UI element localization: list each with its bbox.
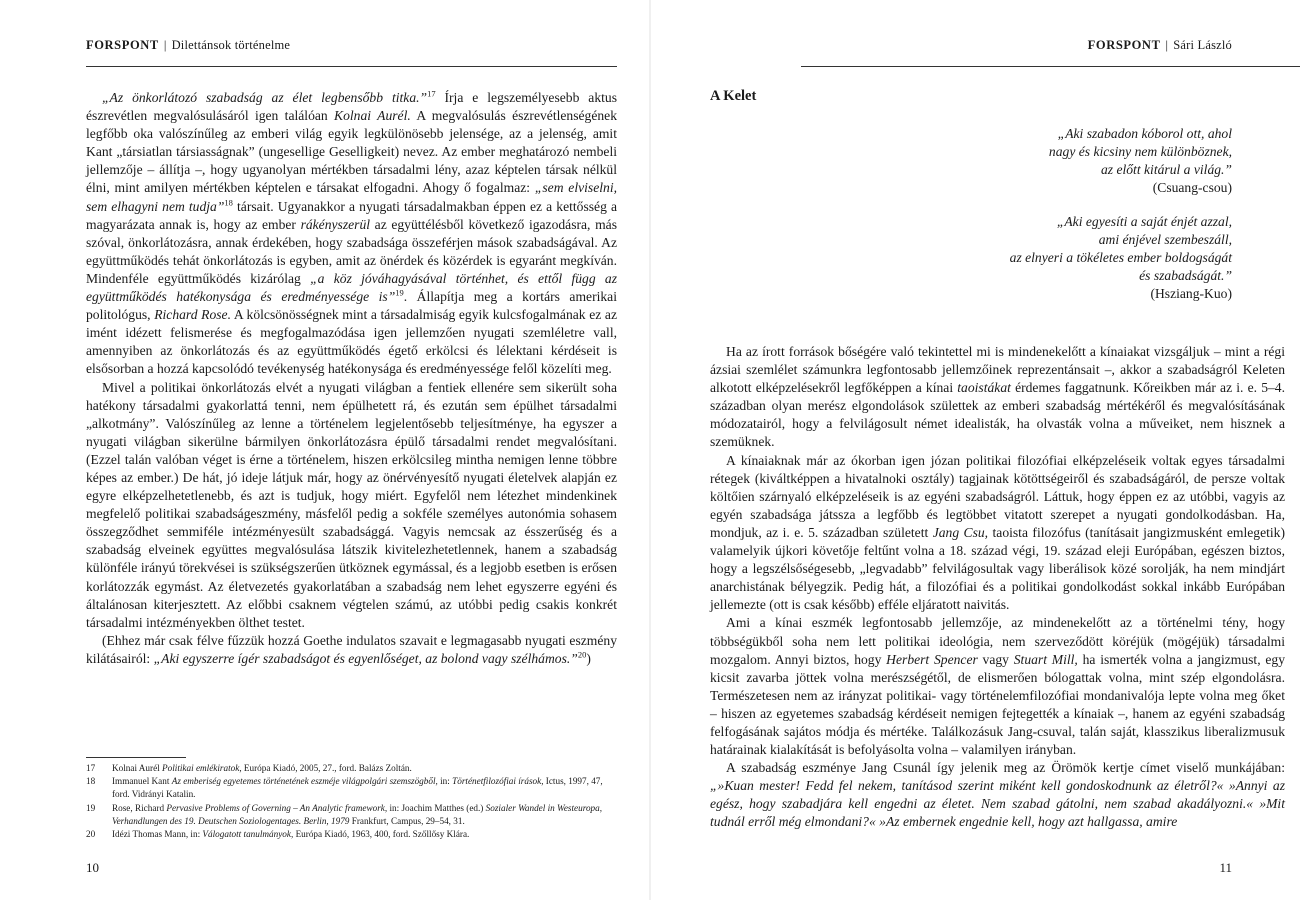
text-run: érdemes faggatnunk. Kőreikben már az i. e. 5–4. században olyan merész elgondolások születtek az emberi szabadság mértékéről és megvalósításának módozatairól, hogy a felvilágosult német idealisták, ha olvasták volna a műveiket, nem hisznek a szemüknek. [710, 380, 1286, 450]
text-run: vagy [977, 651, 1014, 667]
text-run: társait. Ugyanakkor a nyugati társadalmakban éppen ez a kettősség a magyarázata annak is, hogy az ember [86, 198, 617, 232]
left-paragraph-1 [86, 89, 617, 379]
header-rule [86, 66, 617, 67]
text-run: Európa Kiadó, 2005, 27., ford. Balázs Zoltán. [241, 763, 412, 773]
right-paragraph-2 [710, 452, 1285, 615]
italic-run: „a köz jóváhagyásával történhet, és ettől függ az együttműködés hatékonysága és eredményessége is” [86, 270, 617, 305]
author-name: Sári László [1173, 38, 1232, 52]
italic-run: Pervasive Problems of Governing – An Analytic framework, [166, 802, 388, 813]
footnote [86, 802, 617, 828]
text-run: Kolnai Aurél [112, 763, 163, 773]
italic-run: „Aki egyszerre ígér szabadságot és egyenlőséget, az bolond vagy szélhámos.” [153, 650, 578, 666]
article-title: Dilettánsok történelme [171, 38, 291, 52]
footnote-number: 20 [86, 829, 96, 840]
text-run: Mivel a politikai önkorlátozás elvét a nyugati világban a fentiek ellenére sem sikerült soha hatékony társadalmi gyakorlattá tenni, nem épülhetett rá, és ezután sem épülhet társadalmi „alkotmány”. Valószínűleg az lenne a történelem legjelentősebb teljesítménye, ha egyszer a nyugati világban sikerülne bármilyen önkorlátozásra épülő társadalmi rendet megvalósítani. (Ezzel talán valóban véget is érne a történelem, hiszen erkölcsileg mintha nemigen lenne többre képes az ember.) De hát, jó ideje látjuk már, hogy az önérvényesítő nyugati életelvek alapján ez egyre elképzelhetetlenebb, és azt is tudjuk, hogy miért. Egyfelől nem létezhet mindenkinek megfelelő politikai szabadságeszmény, másfelől pedig a sokféle személyes autonómia sohasem összegződhet semmiféle intézményesült szabadsággá. Vagyis nemcsak az ésszerűség és a szabadság elveinek együttes megvalósulása látszik kivitelezhetetlennek, hanem a szabadság különféle irányú törekvései is szükségszerűen ütköznek egymással, és a legjobb esetben is erősen korlátozzák egymást. Az életvezetés gyakorlatában a szabadság nem lehet egyszerre egyéni és általánosan kiterjesztett. Az előbbi csaknem végtelen számú, az utóbbi pedig csakis konkrét társadalmi intézményekben ölthet testet. [86, 379, 617, 630]
text-run: Rose, Richard [112, 802, 167, 813]
right-paragraph-1 [710, 343, 1285, 452]
italic-run: Kolnai Aurél. [334, 108, 411, 124]
footnote [86, 762, 617, 775]
left-paragraph-3 [86, 632, 617, 668]
text-run: Írja e legszemélyesebb aktus észrevétlen megvalósulásáról igen találóan [86, 90, 617, 124]
right-paragraph-4 [710, 759, 1285, 831]
italic-run: Válogatott tanulmányok, [202, 829, 294, 840]
text-run: Európa Kiadó, 1963, 400, ford. Szőllősy Klára. [293, 829, 470, 840]
footnote-text [112, 762, 617, 775]
text-run: A megvalósulás észrevétlenségének legfőbb oka valószínűleg az emberi világ egyik legkülönösebb jelensége, az a jelenség, amit Kant „társiatlan társiasságnak” (ungesellige Geselligkeit) nevez. Az ember meghatározó nembeli jellemzője – állítja –, hogy ugyanolyan mértékben társadalmi lény, azaz képtelen társak nélkül élni, mint amilyen mértékben képtelen e társakat elfogadni. Ahogy ő fogalmaz: [86, 108, 617, 196]
epigraph-source: (Hsziang-Kuo) [1150, 286, 1232, 302]
italic-run: Sozialer Wandel in Westeuropa, Verhandlungen des 19. Deutschen Soziologentages. Berlin, 1979 [112, 802, 603, 826]
right-running-head [1088, 38, 1232, 53]
footnote-text [112, 775, 617, 801]
journal-name: FORSPONT [86, 38, 159, 52]
epigraph-line: az előtt kitárul a világ.” [1100, 162, 1232, 178]
italic-run: Az emberiség egyetemes történetének eszméje világpolgári szemszögből, [171, 776, 438, 787]
journal-name: FORSPONT [1087, 38, 1161, 52]
text-run: A szabadság eszménye Jang Csunál így jelenik meg az Örömök kertje címet viselő munkájában: [726, 760, 1285, 776]
epigraph-line: „Aki szabadon kóborol ott, ahol [1057, 126, 1232, 141]
italic-run: „Az önkorlátozó szabadság az élet legbensőbb titka.” [102, 90, 428, 105]
right-paragraph-3 [710, 614, 1285, 759]
italic-run: Richard Rose. [154, 307, 231, 323]
footnote-text [112, 828, 617, 841]
italic-run: rákényszerül [300, 216, 371, 232]
running-head-separator: | [163, 38, 167, 52]
italic-run: taoistákat [957, 380, 1011, 396]
left-running-head [86, 38, 290, 53]
text-run: Ictus, 1997, 47, ford. Vidrányi Katalin. [112, 776, 603, 800]
text-run: in: [437, 776, 453, 787]
epigraph [1049, 125, 1232, 197]
text-run: taoista filozófus (tanításait jangizmusként emlegetik) valamelyik újkori követője feltűnt volna a 18. század végi, 19. század eleji Európában, egészen biztos, hogy a legszélsőségesebb, „legvadabb” felvilágosultak vagy liberálisok közé sorolják, ha nem mindjárt anarchistának bélyegzik. Pedig hát, a filozófiai és a politikai gondolkodást sokkal inkább Európában jellemezte (ott is csak később) efféle eljáratott naivitás. [710, 524, 1285, 613]
section-heading: A Kelet [710, 88, 757, 104]
footnote [86, 828, 617, 841]
epigraph-line: „Aki egyesíti a saját énjét azzal, [1056, 214, 1232, 229]
italic-run: Stuart Mill, [1013, 651, 1078, 667]
footnote-reference: 19 [395, 287, 404, 298]
text-run: ) [586, 650, 591, 666]
text-run: A kínaiaknak már az ókorban igen józan politikai filozófiai elképzeléseik voltak egyes társadalmi rétegek (kiváltképpen a hivatalnoki osztály) tagjainak kötöttségeiről és szabadságáról, de persze voltak költőien szárnyaló elképzeléseik is az egyéni szabadságról. Láttuk, hogy éppen ez az utóbbi, vagyis az egyén szabadsága játssza a legfőbb és legtöbbet vitatott szerepet a nyugati gondolkodásban. Ha, mondjuk, az i. e. 5. században született [710, 452, 1285, 540]
footnote [86, 775, 617, 801]
text-run: (Ehhez már csak félve fűzzük hozzá Goethe indulatos szavait e legmagasabb nyugati eszmény kilátásairól: [86, 632, 617, 666]
running-head-separator: | [1165, 38, 1169, 52]
footnote-reference: 20 [577, 649, 587, 660]
right-page [650, 0, 1300, 900]
italic-run: Herbert Spencer [886, 651, 978, 667]
text-run: Immanuel Kant [112, 776, 172, 787]
text-run: Ha az írott források bőségére való tekintettel mi is mindenekelőtt a kínaiakat vizsgáljuk – mint a régi ázsiai szemlélet számunkra legfontosabb jellemzőinek reprezentánsait –, akkor a szabadságról Keleten alkotott elképzelésekről legfőképpen a kínai [710, 344, 1285, 396]
text-run: Frankfurt, Campus, 29–54, 31. [349, 815, 465, 826]
footnote-number: 17 [86, 763, 96, 773]
footnote-number: 18 [86, 776, 96, 787]
page-number-left: 10 [86, 860, 99, 875]
footnote-rule [86, 757, 186, 758]
epigraph-line: nagy és kicsiny nem különböznek, [1048, 144, 1232, 160]
text-run: az együttélésből következő igazodásra, más szóval, önkorlátozásra, annak érdekében, hogy szabadsága összeférjen mások szabadságával. Az együttműködés tehát önkorlátozás is egyben, amit az önérdek és közérdek is egyaránt megkíván. Mindenféle együttműködés kizárólag [86, 216, 617, 286]
epigraph-line: ami énjével szembeszáll, [1098, 232, 1232, 248]
footnote-text [112, 802, 617, 828]
italic-run: Jang Csu, [932, 524, 989, 540]
italic-run: „sem elviselni, sem elhagyni nem tudja” [86, 180, 617, 214]
footnote-reference: 18 [224, 197, 233, 208]
text-run: . Állapítja meg a kortárs amerikai politológus, [86, 289, 617, 323]
footnotes [86, 762, 617, 841]
footnote-reference: 17 [427, 88, 436, 99]
epigraph-source: (Csuang-csou) [1152, 180, 1232, 196]
italic-run: Politikai emlékiratok, [162, 763, 242, 773]
epigraph-line: és szabadságát.” [1139, 268, 1232, 284]
right-body-text [710, 343, 1285, 832]
text-run: in: Joachim Matthes (ed.) [387, 802, 486, 813]
epigraph-line: az elnyeri a tökéletes ember boldogságát [1009, 250, 1232, 266]
page-number-right: 11 [1219, 860, 1232, 875]
text-run: A kölcsönösségnek mint a társadalmiság egyik kulcsfogalmának ez az imént idézett felismerése és megfogalmazódása igen jellemzően nyugati szemléletre vall, amennyiben az önkorlátozás és az együttműködés égető erkölcsi és lélektani kérdéseit is elsősorban a hozzá kapcsolódó tevékenység hatékonysága és eredményessége felől közelíti meg. [86, 307, 617, 377]
left-body-text [86, 89, 617, 668]
header-rule [801, 66, 1300, 67]
left-paragraph-2 [86, 379, 617, 632]
epigraph [1010, 213, 1232, 303]
footnote-number: 19 [86, 802, 96, 813]
text-run: Ami a kínai eszmék legfontosabb jellemzője, az mindenekelőtt az a történelmi tény, hogy többségükből soha nem lett politikai ideológia, nem szerveződött köréjük (mögéjük) társadalmi mozgalom. Annyi biztos, hogy [710, 615, 1285, 667]
text-run: ha ismerték volna a jangizmust, egy kicsit zavarba jöttek volna merészségétől, de elismerően bólogattak volna, mint szép elgondolásra. Természetesen nem az irányzat politikai- vagy történelemfilozófiai mondanivalója lepte volna meg őket – hiszen az egyetemes szabadság kérdéseit nemigen fejtegették a kínaiak –, hanem az egyéni szabadság felfogásának sajátos módja és mértéke. Találkozásuk Jang-csuval, talán saját, klasszikus liberalizmusuk határainak kialakítását is befolyásolta volna – valamilyen irányban. [710, 651, 1285, 758]
text-run: Idézi Thomas Mann, in: [112, 829, 203, 840]
italic-run: Történetfilozófiai írások, [452, 776, 544, 787]
italic-run: „»Kuan mester! Fedd fel nekem, tanításod szerint miként kell gondoskodnunk az életről?« »Annyi az egész, hogy szabadjára kell engedni az életet. Nem szabad gátolni, nem szabad akadályozni.« »Mit tudnál erről még elmondani?« »Az embernek engednie kell, hogy azt hallgassa, amire [710, 778, 1285, 830]
